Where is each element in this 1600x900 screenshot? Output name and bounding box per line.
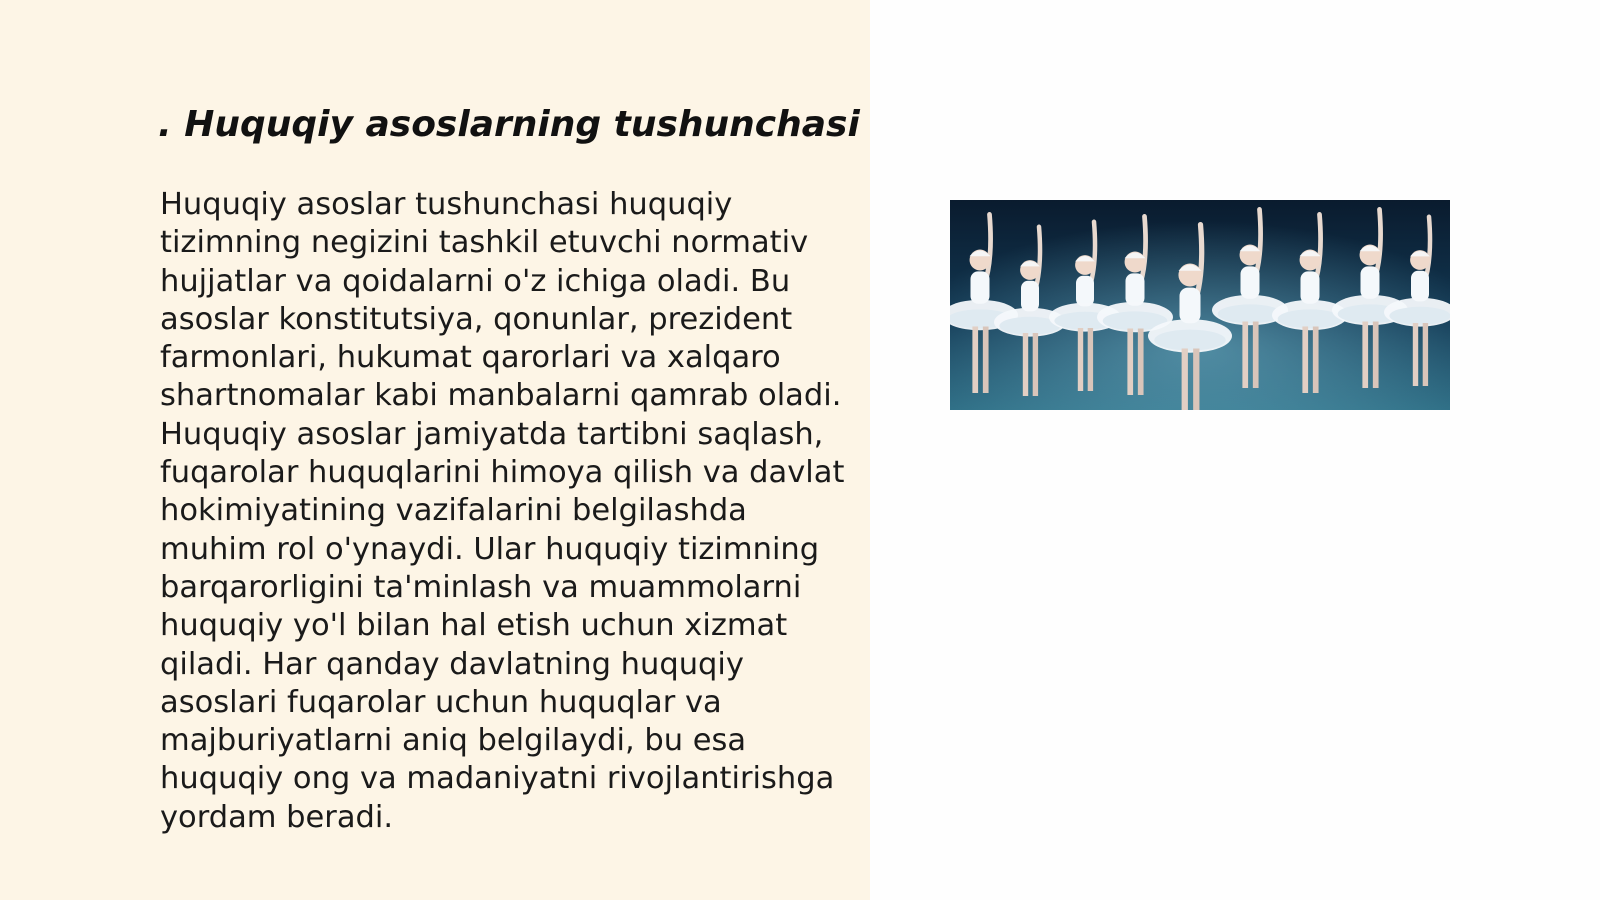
slide-title: . Huquqiy asoslarning tushunchasi [158, 104, 860, 145]
image-panel [870, 0, 1600, 900]
ballet-photo [950, 200, 1450, 410]
slide-body-text: Huquqiy asoslar tushunchasi huquqiy tizimning negizini tashkil etuvchi normativ hujjatlar va qoidalarni o'z ichiga oladi. Bu asoslar konstitutsiya, qonunlar, prezident farmonlari, hukumat qarorlari va xalqaro shartnomalar kabi manbalarni qamrab oladi. Huquqiy asoslar jamiyatda tartibni saqlash, fuqarolar huquqlarini himoya qilish va davlat hokimiyatining vazifalarini belgilashda muhim rol o'ynaydi. Ular huquqiy tizimning barqarorligini ta'minlash va muammolarni huquqiy yo'l bilan hal etish uchun xizmat qiladi. Har qanday davlatning huquqiy asoslari fuqarolar uchun huquqlar va majburiyatlarni aniq belgilaydi, bu esa huquqiy ong va madaniyatni rivojlantirishga yordam beradi. [160, 187, 845, 835]
